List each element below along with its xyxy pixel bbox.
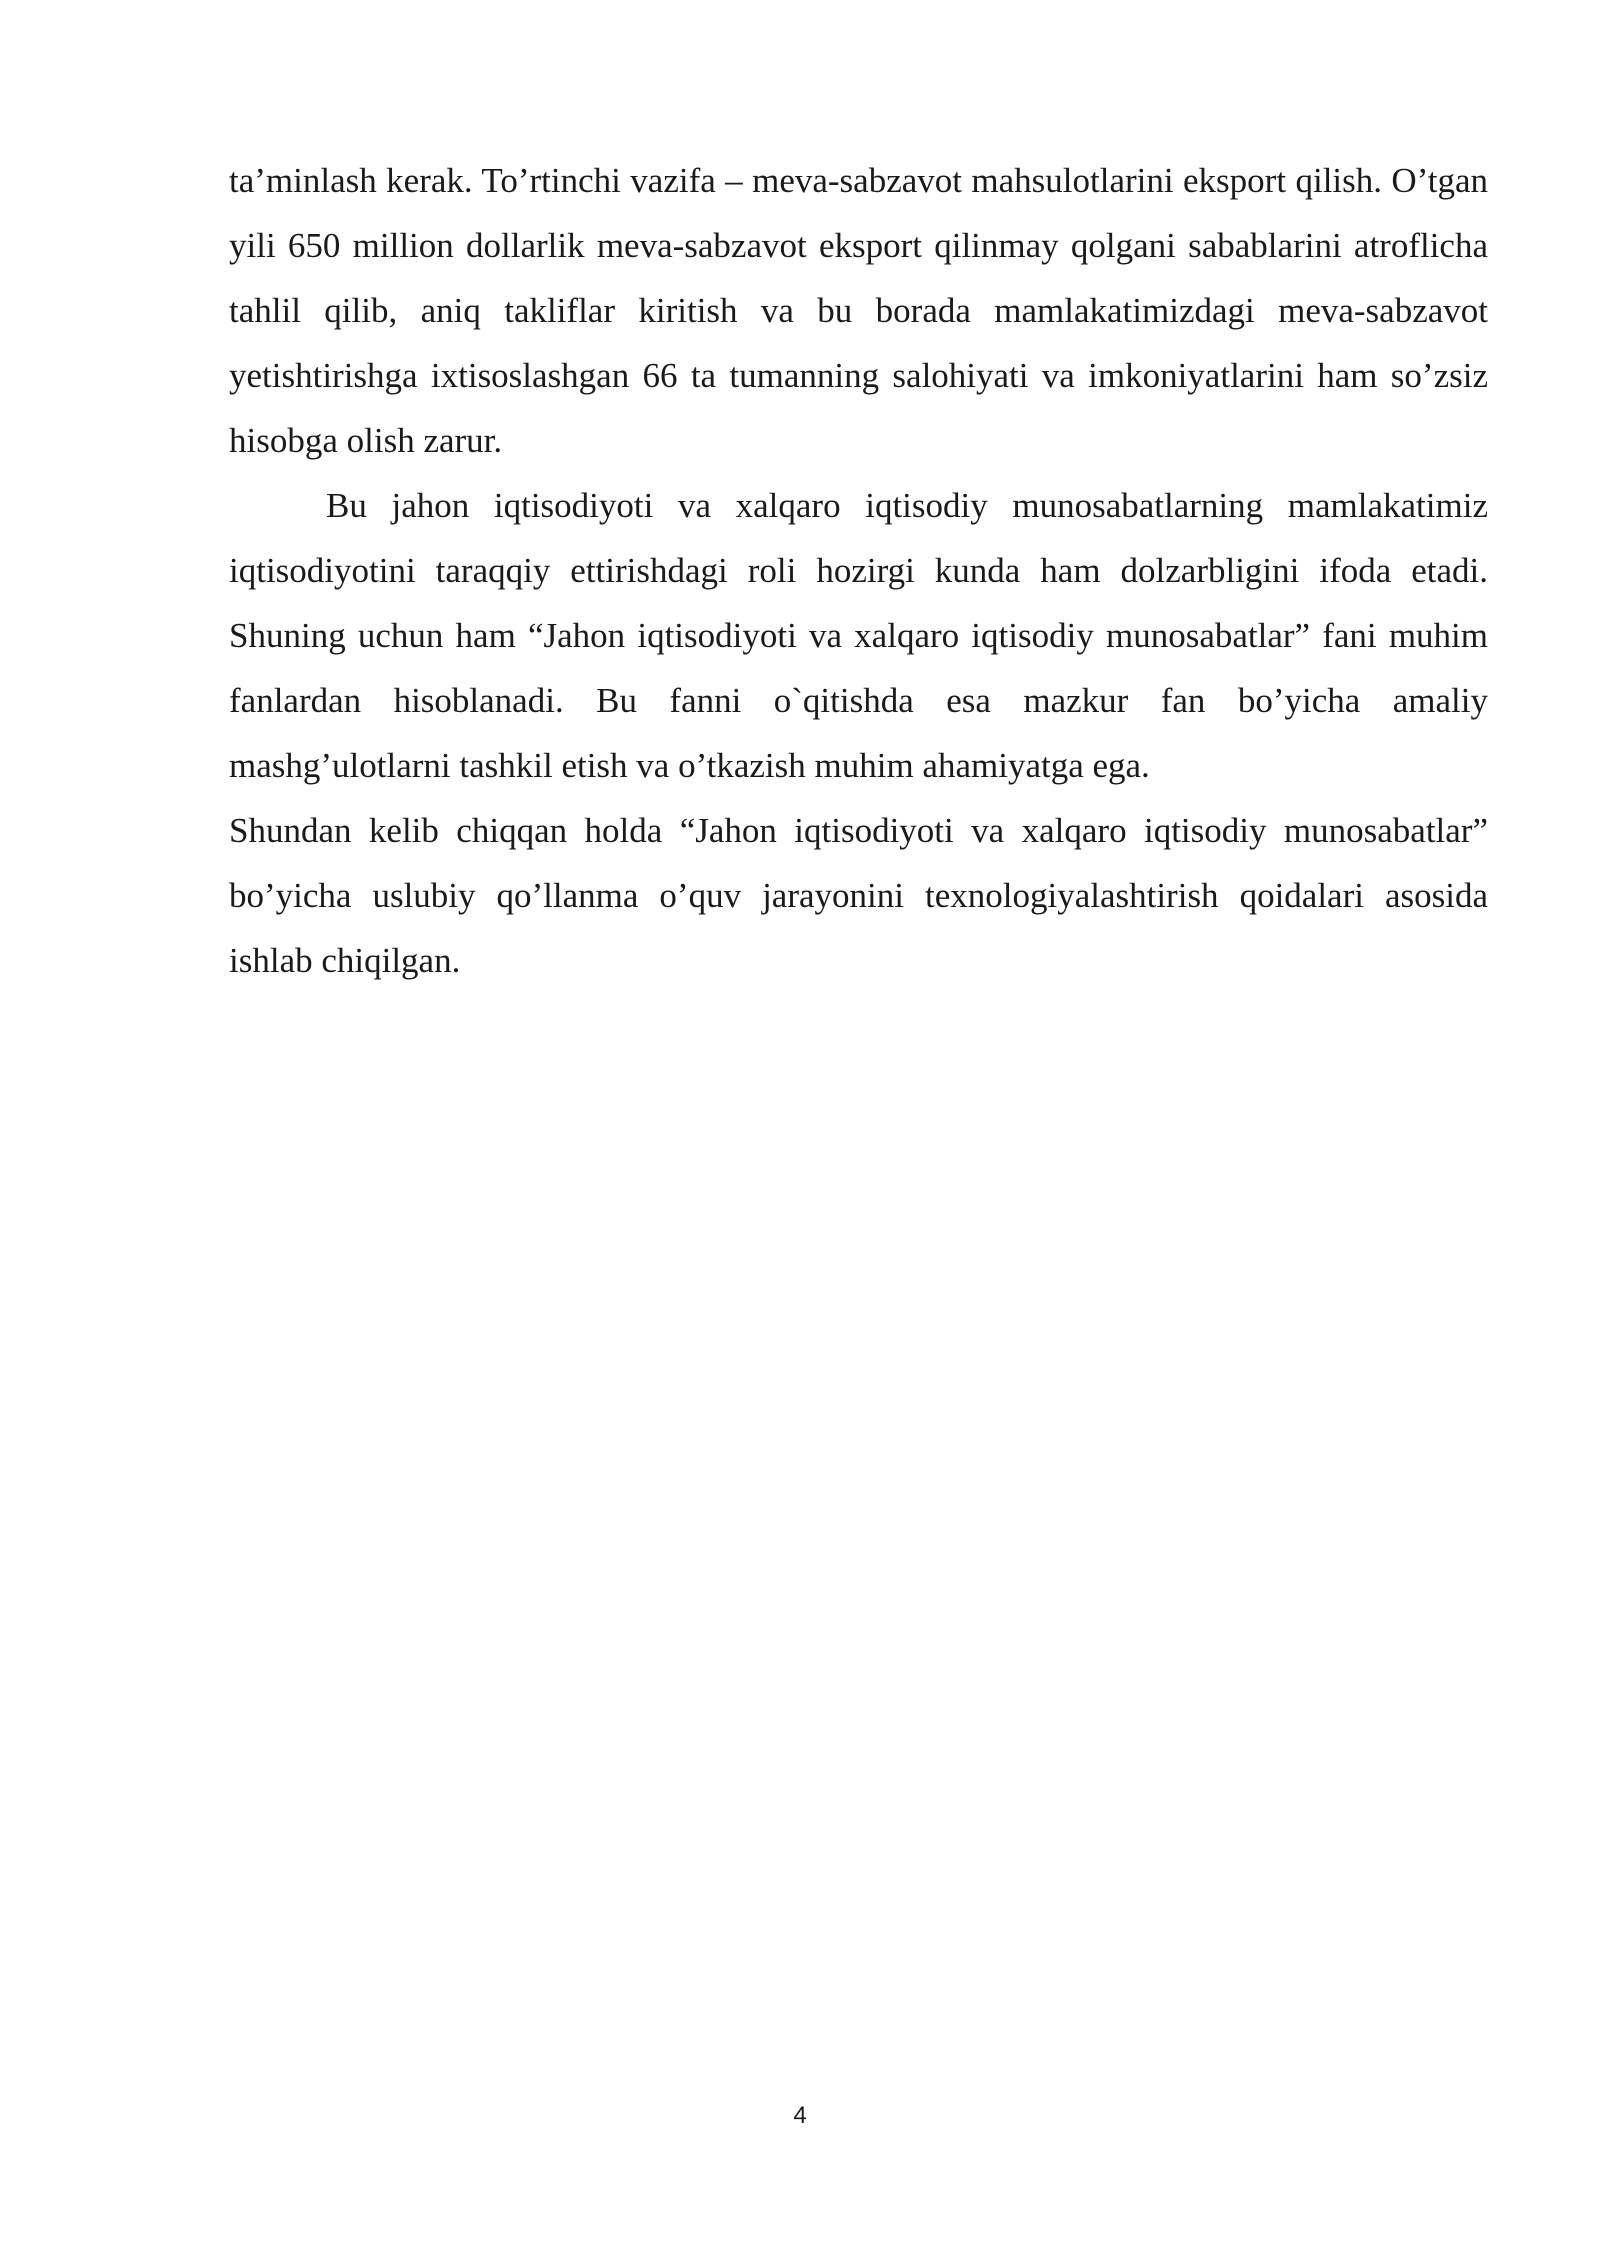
body-text xyxy=(229,148,1488,993)
page-number: 4 xyxy=(793,2102,807,2129)
paragraph-closing: Shundan kelib chiqqan holda “Jahon iqtisodiyoti va xalqaro iqtisodiy munosabatlar” bo’yicha uslubiy qo’llanma o’quv jarayonini texnologiyalashtirish qoidalari asosida ishlab chiqilgan. xyxy=(229,811,1488,980)
paragraph-continuation: ta’minlash kerak. To’rtinchi vazifa – meva-sabzavot mahsulotlarini eksport qilish. O’tgan yili 650 million dollarlik meva-sabzavot eksport qilinmay qolgani sabablarini atroflicha tahlil qilib, aniq takliflar kiritish va bu borada mamlakatimizdagi meva-sabzavot yetishtirishga ixtisoslashgan 66 ta tumanning salohiyati va imkoniyatlarini ham so’zsiz hisobga olish zarur. xyxy=(229,161,1488,460)
paragraph-indented: Bu jahon iqtisodiyoti va xalqaro iqtisodiy munosabatlarning mamlakatimiz iqtisodiyotini taraqqiy ettirishdagi roli hozirgi kunda ham dolzarbligini ifoda etadi. Shuning uchun ham “Jahon iqtisodiyoti va xalqaro iqtisodiy munosabatlar” fani muhim fanlardan hisoblanadi. Bu fanni o`qitishda esa mazkur fan bo’yicha amaliy mashg’ulotlarni tashkil etish va o’tkazish muhim ahamiyatga ega. xyxy=(229,486,1488,785)
